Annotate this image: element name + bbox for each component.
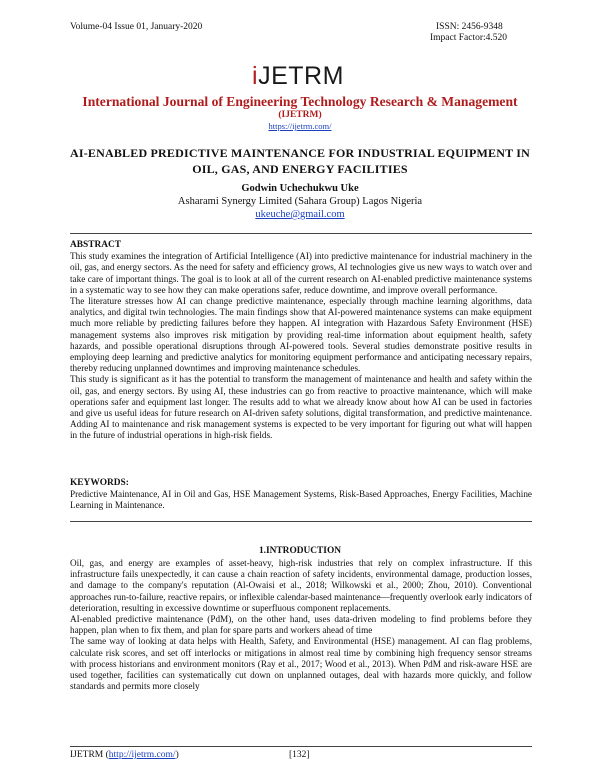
paper-title-line-2: OIL, GAS, AND ENERGY FACILITIES bbox=[192, 162, 408, 176]
journal-url-link[interactable]: https://ijetrm.com/ bbox=[268, 121, 332, 131]
author-affiliation: Asharami Synergy Limited (Sahara Group) Lagos Nigeria bbox=[177, 196, 423, 207]
abstract-section bbox=[70, 240, 532, 442]
journal-name: International Journal of Engineering Technology Research & Management bbox=[82, 94, 518, 109]
journal-abbreviation: (IJETRM) bbox=[278, 110, 322, 120]
author-email-wrap bbox=[0, 209, 600, 220]
page-number: [132] bbox=[289, 750, 310, 760]
footer-journal-link[interactable]: http://ijetrm.com/ bbox=[108, 750, 176, 760]
introduction-paragraph-3: The same way of looking at data helps with Health, Safety, and Environmental (HSE) management. AI can flag problems, calculate risk scores, and set off interlocks or mitigations in almost real time by combining high frequency sensor streams with process historians and environment monitors (Ray et al., 2017; Wood et al., 2013). When PdM and risk-aware HSE are used together, facilities can systematically cut down on unplanned outages, deal with hazards more quickly, and follow standards and permits more closely bbox=[70, 636, 532, 692]
abstract-paragraph-3: This study is significant as it has the potential to transform the management of maintenance and health and safety within the oil, gas, and energy sectors. By using AI, these industries can go from reactive to proactive maintenance, which will make operations safer and equipment last longer. The results add to what we already know about how AI can be used in factories and give us useful ideas for future research on AI-driven safety solutions, digital transformation, and predictive maintenance. Adding AI to maintenance and risk management systems is expected to be very important for figuring out what will happen in the future of industrial operations in high-risk fields. bbox=[70, 374, 532, 441]
abstract-heading: ABSTRACT bbox=[70, 240, 122, 250]
footer-divider bbox=[70, 746, 532, 747]
introduction-heading: 1.INTRODUCTION bbox=[258, 546, 342, 556]
keywords-text: Predictive Maintenance, AI in Oil and Gas, HSE Management Systems, Risk-Based Approaches, Energy Facilities, Machine Learning in Maintenance. bbox=[70, 489, 532, 511]
introduction-paragraph-1: Oil, gas, and energy are examples of asset-heavy, high-risk industries that rely on complex infrastructure. If this infrastructure fails unexpectedly, it can cause a chain reaction of safety incidents, environmental damage, production losses, and damage to the company's reputation (Al-Owaisi et al., 2018; Wilkowski et al., 2000; Zhou, 2010). Conventional approaches run-to-failure, reactive repairs, or inflexible calendar-based maintenance—frequently overlook early indicators of deterioration, resulting in excessive downtime or superfluous component replacements. bbox=[70, 558, 532, 613]
keywords-section bbox=[70, 478, 532, 512]
top-divider bbox=[70, 233, 532, 234]
volume-issue: Volume-04 Issue 01, January-2020 bbox=[70, 22, 203, 32]
journal-logo: iJETRM bbox=[252, 62, 344, 90]
paper-title bbox=[60, 145, 540, 177]
impact-factor: Impact Factor:4.520 bbox=[430, 33, 508, 43]
issn: ISSN: 2456-9348 bbox=[436, 22, 503, 32]
middle-divider bbox=[70, 521, 532, 522]
paper-title-line-1: AI-ENABLED PREDICTIVE MAINTENANCE FOR INDUSTRIAL EQUIPMENT IN bbox=[69, 146, 531, 160]
abstract-paragraph-1: This study examines the integration of Artificial Intelligence (AI) into predictive maintenance for industrial machinery in the oil, gas, and energy sectors. As the need for safety and efficiency grows, AI technologies give us new ways to watch over and take care of important things. The goal is to look at all of the current research on AI-enabled predictive maintenance systems in a systematic way to see how they can make operations safer, reduce downtime, and improve overall performance. bbox=[70, 251, 532, 295]
author-name: Godwin Uchechukwu Uke bbox=[241, 183, 359, 194]
footer-journal-ref: IJETRM (http://ijetrm.com/) bbox=[70, 750, 179, 760]
introduction-paragraph-2: AI-enabled predictive maintenance (PdM), on the other hand, uses data-driven modeling to find problems before they happen, plan when to fix them, and plan for spare parts and workers ahead of time bbox=[70, 614, 532, 636]
author-email-link[interactable]: ukeuche@gmail.com bbox=[255, 209, 345, 220]
keywords-heading: KEYWORDS: bbox=[70, 478, 129, 488]
abstract-paragraph-2: The literature stresses how AI can change predictive maintenance, especially through machine learning algorithms, data analytics, and digital twin technologies. The main findings show that AI-powered maintenance systems can make equipment much more reliable by predicting failures before they happen. AI integration with Hazardous Safety Environment (HSE) management systems also improves risk mitigation by providing real-time information about equipment health, safety hazards, and possible operational disruptions through AI-powered tools. Several studies demonstrate positive results in employing deep learning and predictive analytics for monitoring equipment performance and anticipating necessary repairs, thereby reducing unplanned downtimes and improving maintenance schedules. bbox=[70, 296, 532, 374]
journal-url-wrap bbox=[0, 121, 600, 131]
introduction-section bbox=[70, 558, 532, 692]
